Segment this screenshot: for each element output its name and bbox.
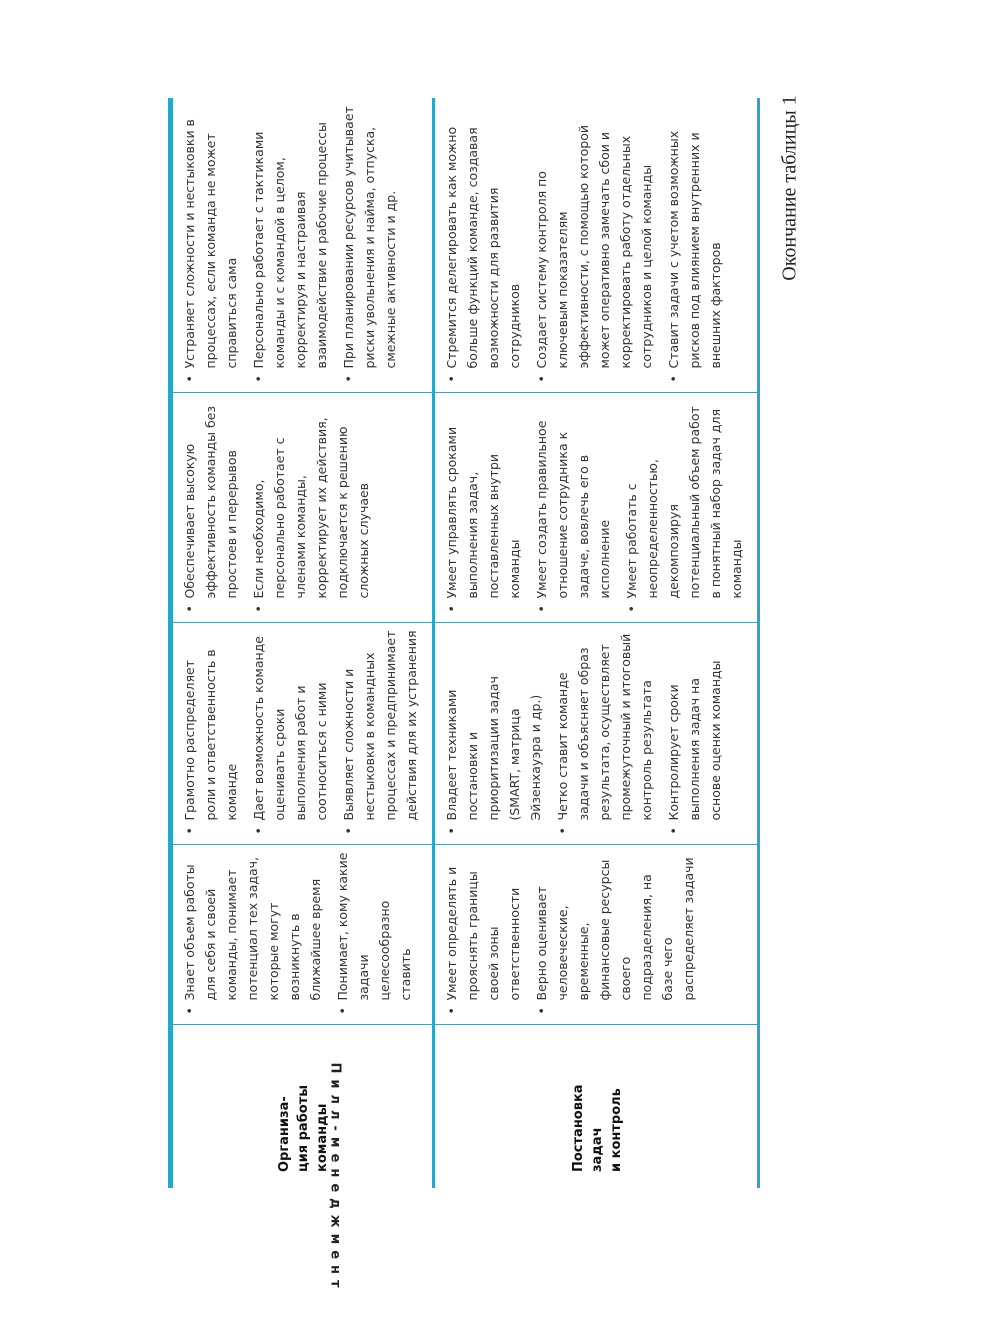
bullet-list bbox=[179, 852, 416, 1017]
bullet-item: • Знает объем работы для себя и своей команды, понимает потенциал тех задач, которые могут возникнуть в ближайшее время bbox=[179, 852, 326, 1017]
bullet-item: • Если необходимо, персонально работает с членами команды, корректирует их действия, подключается к решению сложных случаев bbox=[248, 400, 374, 615]
bullet-item: • Обеспечивает высокую эффективность команды без простоев и перерывов bbox=[179, 400, 242, 615]
table-row bbox=[434, 98, 759, 1188]
row-header-line: и контроль bbox=[608, 1088, 624, 1172]
bullet-item: • Владеет техниками постановки и приоритизации задач (SMART, матрица Эйзенхауэра и др.) bbox=[441, 630, 546, 837]
bullet-item: • Умеет создать правильное отношение сотрудника к задаче, вовлечь его в исполнение bbox=[531, 400, 615, 615]
row-header-line: Постановка bbox=[570, 1084, 586, 1172]
bullet-item: • Устраняет сложности и нестыковки в процессах, если команда не может справиться сама bbox=[179, 104, 242, 385]
level-cell bbox=[434, 623, 759, 845]
row-header bbox=[172, 1025, 434, 1188]
bullet-item: • Умеет управлять сроками выполнения задач, поставленных внутри команды bbox=[441, 400, 525, 615]
bullet-item: • Дает возможность команде оценивать сроки выполнения работ и соотноситься с ними bbox=[248, 630, 332, 837]
level-cell bbox=[434, 98, 759, 393]
running-side-label: Пилл-менеджмент bbox=[327, 1062, 343, 1294]
bullet-item: • Персонально работает с тактиками команды и с командой в целом, корректируя и настраивая взаимодействие и рабочие процессы bbox=[248, 104, 332, 385]
bullet-list bbox=[441, 630, 726, 837]
bullet-item: • Четко ставит команде задачи и объясняет образ результата, осуществляет промежуточный и итоговый контроль результата bbox=[552, 630, 657, 837]
bullet-item: • Создает систему контроля по ключевым показателям эффективности, с помощью которой может оперативно замечать сбои и корректировать работу отдельных сотрудников и целой команды bbox=[531, 104, 657, 385]
bullet-item: • Верно оценивает человеческие, временные, финансовые ресурсы своего подразделения, на базе чего распределяет задачи bbox=[531, 852, 699, 1017]
bullet-item: • Выявляет сложности и нестыковки в командных процессах и предпринимает действия для их устранения bbox=[338, 630, 422, 837]
competency-table-wrapper bbox=[170, 98, 752, 1188]
row-header-line: задач bbox=[589, 1127, 605, 1172]
bullet-list bbox=[441, 104, 726, 385]
bullet-item: • Грамотно распределяет роли и ответственность в команде bbox=[179, 630, 242, 837]
table-caption: Окончание таблицы 1 bbox=[778, 95, 801, 281]
bullet-item: • Контролирует сроки выполнения задач на основе оценки команды bbox=[663, 630, 726, 837]
row-header-line: команды bbox=[315, 1103, 330, 1172]
level-cell bbox=[172, 623, 434, 845]
bullet-item: • Понимает, кому какие задачи целесообразно ставить bbox=[332, 852, 416, 1017]
bullet-list bbox=[441, 852, 699, 1017]
bullet-list bbox=[441, 400, 747, 615]
bullet-item: • Ставит задачи с учетом возможных рисков под влиянием внутренних и внешних факторов bbox=[663, 104, 726, 385]
level-cell bbox=[172, 845, 434, 1025]
level-cell bbox=[172, 393, 434, 623]
bullet-item: • Умеет определять и прояснять границы своей зоны ответственности bbox=[441, 852, 525, 1017]
bullet-list bbox=[179, 400, 374, 615]
bullet-list bbox=[179, 104, 401, 385]
row-header-line: Организа- bbox=[277, 1096, 292, 1172]
bullet-list bbox=[179, 630, 422, 837]
level-cell bbox=[434, 393, 759, 623]
bullet-item: • При планировании ресурсов учитывает риски увольнения и найма, отпуска, смежные активности и др. bbox=[338, 104, 401, 385]
bullet-item: • Умеет работать с неопределенностью, декомпозируя потенциальный объем работ в понятный набор задач для команды bbox=[621, 400, 747, 615]
competency-table bbox=[170, 98, 760, 1188]
table-row bbox=[172, 98, 434, 1188]
level-cell bbox=[434, 845, 759, 1025]
level-cell bbox=[172, 98, 434, 393]
row-header-line: ция работы bbox=[296, 1085, 311, 1172]
bullet-item: • Стремится делегировать как можно больше функций команде, создавая возможности для развития сотрудников bbox=[441, 104, 525, 385]
row-header bbox=[434, 1025, 759, 1188]
